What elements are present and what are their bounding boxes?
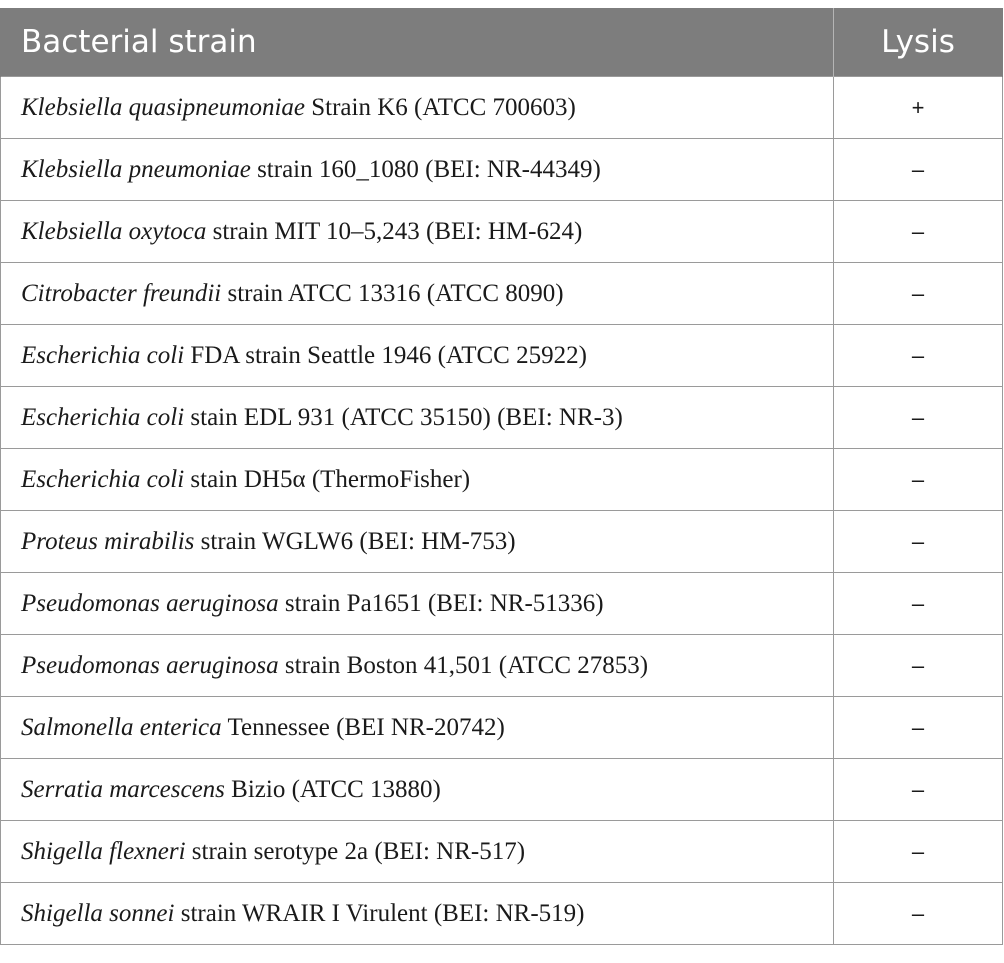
strain-detail: strain WRAIR I Virulent (BEI: NR-519) xyxy=(174,899,585,927)
strain-cell xyxy=(1,387,834,449)
table-row xyxy=(1,883,1003,945)
column-header-lysis: Lysis xyxy=(834,8,1003,77)
strain-cell xyxy=(1,325,834,387)
strain-cell xyxy=(1,201,834,263)
table-header-row xyxy=(1,8,1003,77)
strain-lysis-table xyxy=(0,8,1003,945)
strain-cell xyxy=(1,821,834,883)
strain-cell xyxy=(1,697,834,759)
species-name: Pseudomonas aeruginosa xyxy=(21,651,279,679)
strain-cell xyxy=(1,449,834,511)
strain-detail: strain WGLW6 (BEI: HM-753) xyxy=(194,527,516,555)
strain-detail: strain serotype 2a (BEI: NR-517) xyxy=(185,837,526,865)
species-name: Escherichia coli xyxy=(21,403,185,431)
species-name: Serratia marcescens xyxy=(21,775,225,803)
strain-cell xyxy=(1,263,834,325)
strain-detail: stain EDL 931 (ATCC 35150) (BEI: NR-3) xyxy=(184,403,623,431)
table-row xyxy=(1,573,1003,635)
species-name: Proteus mirabilis xyxy=(21,527,195,555)
lysis-cell: – xyxy=(834,511,1003,573)
table-row xyxy=(1,511,1003,573)
strain-detail: strain Pa1651 (BEI: NR-51336) xyxy=(278,589,604,617)
species-name: Shigella flexneri xyxy=(21,837,186,865)
strain-cell xyxy=(1,883,834,945)
lysis-cell: – xyxy=(834,139,1003,201)
lysis-cell: – xyxy=(834,821,1003,883)
lysis-cell: + xyxy=(834,77,1003,139)
table-row xyxy=(1,201,1003,263)
species-name: Klebsiella oxytoca xyxy=(21,217,207,245)
species-name: Pseudomonas aeruginosa xyxy=(21,589,279,617)
lysis-cell: – xyxy=(834,573,1003,635)
strain-detail: stain DH5α (ThermoFisher) xyxy=(184,465,471,493)
table-row xyxy=(1,263,1003,325)
species-name: Klebsiella quasipneumoniae xyxy=(21,93,305,121)
column-header-bacterial-strain: Bacterial strain xyxy=(1,8,834,77)
table-body xyxy=(1,77,1003,945)
table-row xyxy=(1,387,1003,449)
strain-cell xyxy=(1,139,834,201)
lysis-cell: – xyxy=(834,883,1003,945)
lysis-cell: – xyxy=(834,263,1003,325)
species-name: Escherichia coli xyxy=(21,341,185,369)
strain-detail: FDA strain Seattle 1946 (ATCC 25922) xyxy=(184,341,587,369)
lysis-cell: – xyxy=(834,635,1003,697)
lysis-cell: – xyxy=(834,201,1003,263)
strain-cell xyxy=(1,77,834,139)
table-row xyxy=(1,77,1003,139)
lysis-cell: – xyxy=(834,387,1003,449)
strain-detail: strain Boston 41,501 (ATCC 27853) xyxy=(278,651,649,679)
lysis-cell: – xyxy=(834,759,1003,821)
strain-cell xyxy=(1,759,834,821)
lysis-cell: – xyxy=(834,697,1003,759)
strain-detail: Tennessee (BEI NR-20742) xyxy=(221,713,505,741)
table-row xyxy=(1,449,1003,511)
strain-detail: strain 160_1080 (BEI: NR-44349) xyxy=(250,155,601,183)
lysis-cell: – xyxy=(834,325,1003,387)
strain-cell xyxy=(1,573,834,635)
species-name: Shigella sonnei xyxy=(21,899,175,927)
species-name: Salmonella enterica xyxy=(21,713,222,741)
strain-detail: strain MIT 10–5,243 (BEI: HM-624) xyxy=(206,217,583,245)
table-row xyxy=(1,635,1003,697)
table-row xyxy=(1,325,1003,387)
table-row xyxy=(1,759,1003,821)
strain-detail: Bizio (ATCC 13880) xyxy=(224,775,441,803)
strain-cell xyxy=(1,511,834,573)
strain-cell xyxy=(1,635,834,697)
species-name: Citrobacter freundii xyxy=(21,279,222,307)
table-row xyxy=(1,697,1003,759)
strain-detail: strain ATCC 13316 (ATCC 8090) xyxy=(221,279,564,307)
table-row xyxy=(1,139,1003,201)
table-row xyxy=(1,821,1003,883)
species-name: Klebsiella pneumoniae xyxy=(21,155,251,183)
lysis-cell: – xyxy=(834,449,1003,511)
strain-detail: Strain K6 (ATCC 700603) xyxy=(305,93,576,121)
species-name: Escherichia coli xyxy=(21,465,185,493)
